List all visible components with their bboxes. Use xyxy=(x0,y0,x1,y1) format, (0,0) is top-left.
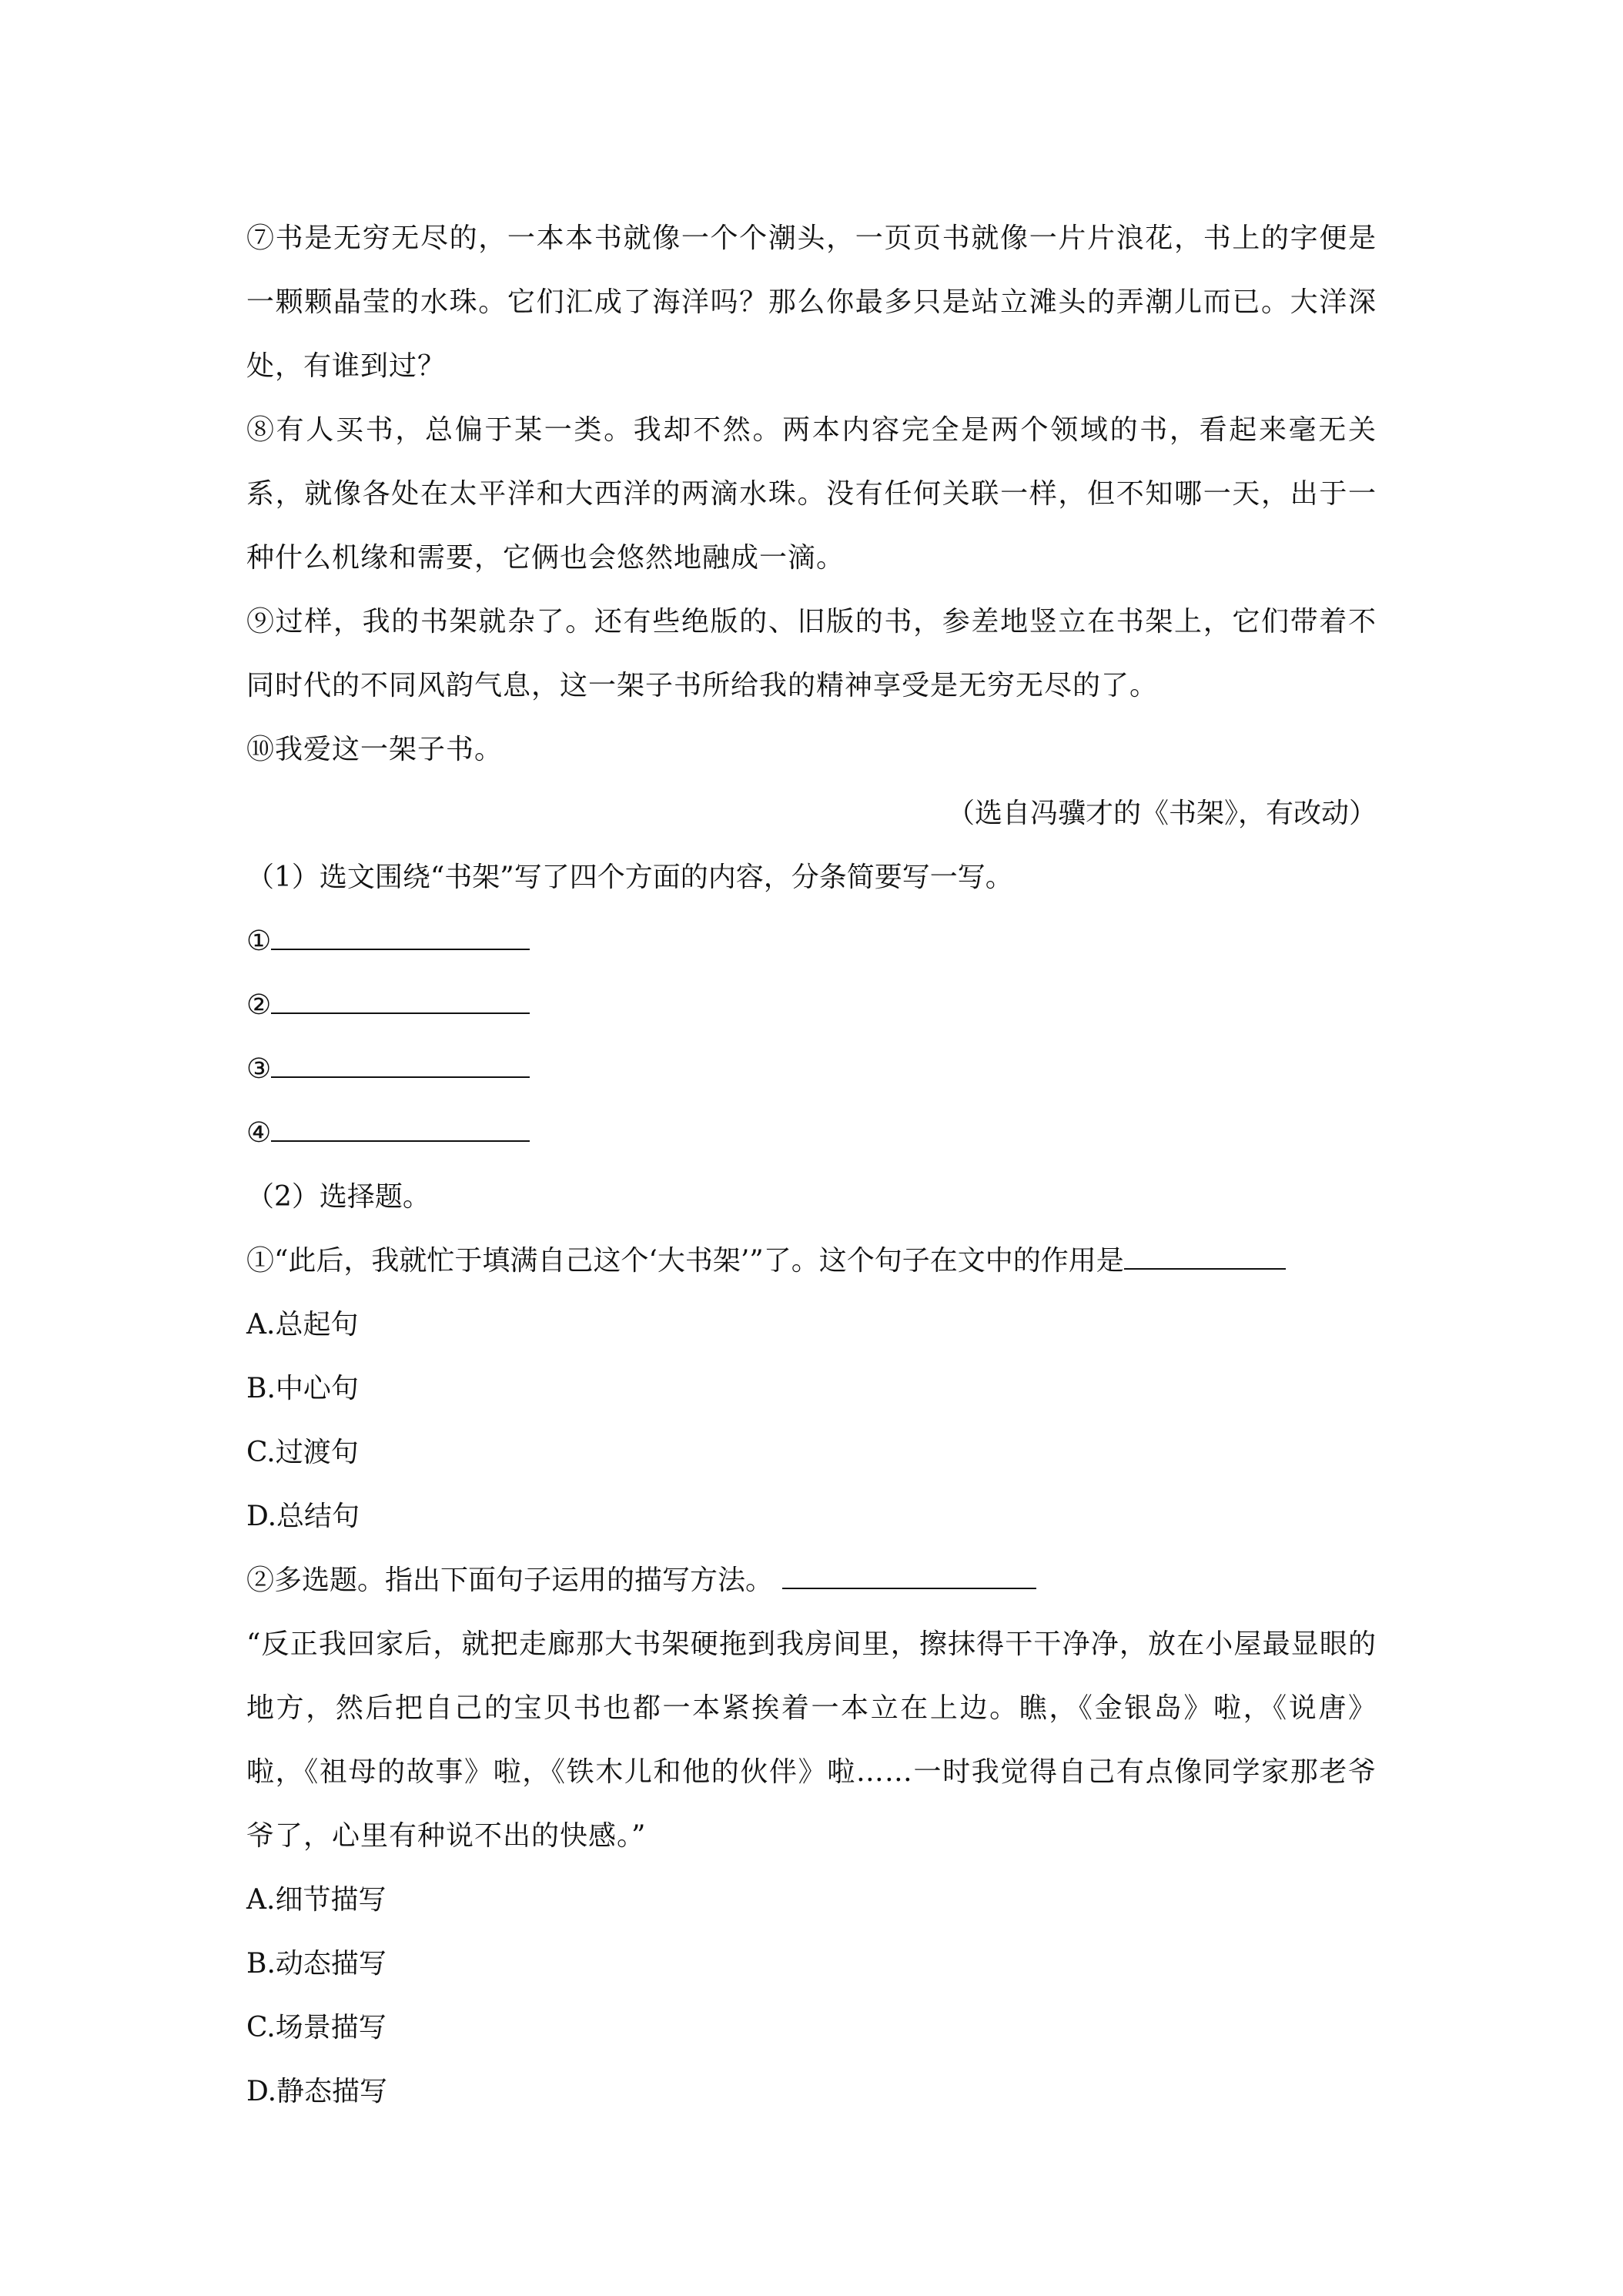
answer-number: ③ xyxy=(246,1053,272,1085)
answer-number: ① xyxy=(246,925,272,957)
answer-blank[interactable] xyxy=(271,925,530,950)
question-1-prompt: （1）选文围绕“书架”写了四个方面的内容，分条简要写一写。 xyxy=(246,862,1013,893)
passage-paragraph-8: ⑧有人买书，总偏于某一类。我却不然。两本内容完全是两个领域的书，看起来毫无关系，就像各处在太平洋和大西洋的两滴水珠。没有任何关联一样，但不知哪一天，出于一种什么机缘和需要，它俩也会悠然地融成一滴。 xyxy=(246,414,1377,574)
option-b: B.中心句 xyxy=(246,1373,359,1404)
question-stem-text: ①“此后，我就忙于填满自己这个‘大书架’”了。这个句子在文中的作用是 xyxy=(246,1245,1124,1277)
question-2-1-stem xyxy=(246,1229,1377,1293)
question-1-answer-1 xyxy=(246,909,1377,973)
passage-paragraph-10: ⑩我爱这一架子书。 xyxy=(246,734,504,765)
answer-blank[interactable] xyxy=(271,1053,530,1078)
question-2-prompt: （2）选择题。 xyxy=(246,1181,430,1213)
option-c: C.场景描写 xyxy=(246,2012,387,2043)
option-c: C.过渡句 xyxy=(246,1437,359,1468)
option-d: D.静态描写 xyxy=(246,2076,388,2107)
answer-blank[interactable] xyxy=(271,989,530,1014)
question-1-answer-2 xyxy=(246,973,1377,1037)
answer-blank[interactable] xyxy=(271,1117,530,1142)
option-a: A.细节描写 xyxy=(246,1884,387,1916)
question-2-2-quote: “反正我回家后，就把走廊那大书架硬拖到我房间里，擦抹得干干净净，放在小屋最显眼的地方，然后把自己的宝贝书也都一本紧挨着一本立在上边。瞧，《金银岛》啦，《说唐》啦，《祖母的故事》啦，《铁木儿和他的伙伴》啦……一时我觉得自己有点像同学家那老爷爷了，心里有种说不出的快感。” xyxy=(246,1628,1377,1852)
question-2-2-stem xyxy=(246,1548,1377,1612)
option-a: A.总起句 xyxy=(246,1309,359,1340)
answer-blank[interactable] xyxy=(782,1565,1036,1589)
answer-number: ② xyxy=(246,989,272,1021)
exam-page xyxy=(246,206,1377,2124)
question-1-answer-4 xyxy=(246,1101,1377,1165)
option-d: D.总结句 xyxy=(246,1501,360,1532)
option-b: B.动态描写 xyxy=(246,1948,387,1980)
passage-source: （选自冯骥才的《书架》，有改动） xyxy=(946,798,1377,829)
answer-number: ④ xyxy=(246,1117,272,1149)
passage-paragraph-9: ⑨过样，我的书架就杂了。还有些绝版的、旧版的书，参差地竖立在书架上，它们带着不同时代的不同风韵气息，这一架子书所给我的精神享受是无穷无尽的了。 xyxy=(246,606,1377,701)
question-1-answer-3 xyxy=(246,1037,1377,1101)
question-stem-text: ②多选题。指出下面句子运用的描写方法。 xyxy=(246,1565,774,1596)
passage-paragraph-7: ⑦书是无穷无尽的，一本本书就像一个个潮头，一页页书就像一片片浪花，书上的字便是一颗颗晶莹的水珠。它们汇成了海洋吗？那么你最多只是站立滩头的弄潮儿而已。大洋深处，有谁到过？ xyxy=(246,223,1377,382)
answer-blank[interactable] xyxy=(1124,1245,1286,1270)
